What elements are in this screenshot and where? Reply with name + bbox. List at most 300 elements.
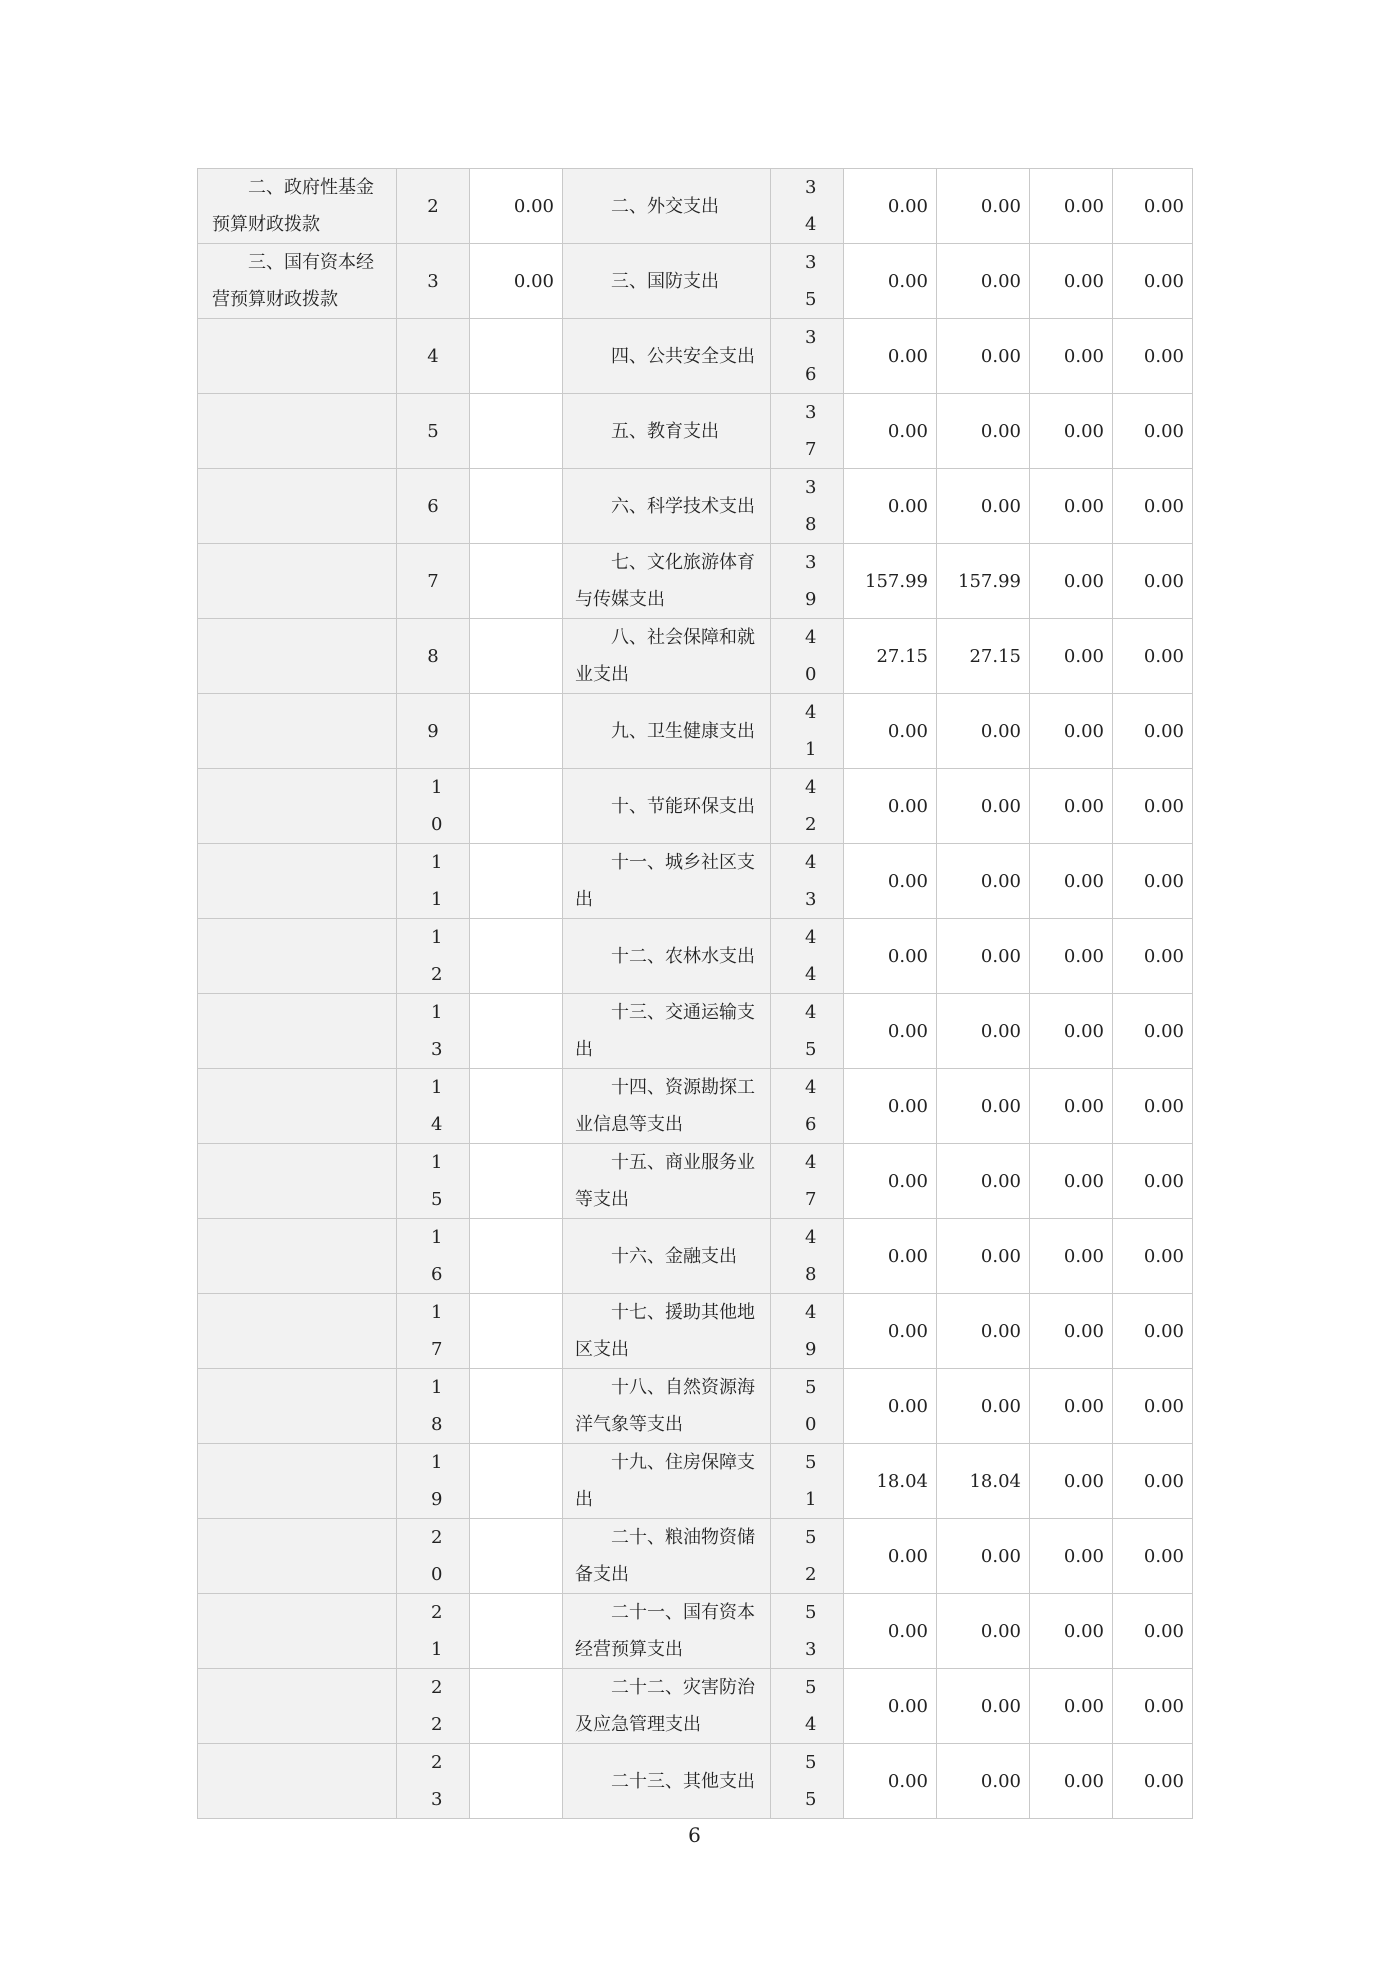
expenditure-total-text: 0.00	[887, 795, 928, 817]
expenditure-total-text: 157.99	[865, 570, 928, 592]
expenditure-item-cell	[563, 1219, 771, 1294]
government-fund-text: 0.00	[1063, 1770, 1104, 1792]
income-amount-cell	[470, 844, 563, 919]
expenditure-item-cell	[563, 1519, 771, 1594]
general-budget-text: 0.00	[980, 1395, 1021, 1417]
expenditure-total-cell	[844, 1069, 937, 1144]
government-fund-text: 0.00	[1063, 570, 1104, 592]
income-line-number-text: 21	[431, 1602, 443, 1660]
income-item-cell	[198, 1294, 397, 1369]
state-capital-text: 0.00	[1143, 1170, 1184, 1192]
expenditure-line-number-cell	[771, 169, 844, 244]
income-item-cell	[198, 769, 397, 844]
expenditure-total-text: 0.00	[887, 1245, 928, 1267]
general-budget-cell	[937, 544, 1030, 619]
income-amount-cell	[470, 694, 563, 769]
table-row	[198, 544, 1193, 619]
state-capital-text: 0.00	[1143, 345, 1184, 367]
expenditure-line-number-cell	[771, 769, 844, 844]
income-line-number-cell	[397, 469, 470, 544]
government-fund-cell	[1030, 844, 1113, 919]
expenditure-total-cell	[844, 244, 937, 319]
income-line-number-cell	[397, 769, 470, 844]
income-line-number-text: 19	[431, 1452, 443, 1510]
expenditure-line-number-text: 45	[805, 1002, 817, 1060]
table-row	[198, 1144, 1193, 1219]
government-fund-text: 0.00	[1063, 1620, 1104, 1642]
state-capital-cell	[1113, 1144, 1193, 1219]
expenditure-item-text: 五、教育支出	[611, 420, 719, 442]
expenditure-total-cell	[844, 694, 937, 769]
government-fund-cell	[1030, 244, 1113, 319]
income-item-cell	[198, 394, 397, 469]
state-capital-text: 0.00	[1143, 195, 1184, 217]
general-budget-cell	[937, 1069, 1030, 1144]
expenditure-line-number-cell	[771, 619, 844, 694]
expenditure-total-cell	[844, 1744, 937, 1819]
expenditure-line-number-text: 42	[805, 777, 817, 835]
income-line-number-cell	[397, 1144, 470, 1219]
income-line-number-cell	[397, 1519, 470, 1594]
general-budget-text: 0.00	[980, 945, 1021, 967]
expenditure-item-cell	[563, 619, 771, 694]
government-fund-cell	[1030, 1369, 1113, 1444]
table-row	[198, 1294, 1193, 1369]
state-capital-text: 0.00	[1143, 1695, 1184, 1717]
general-budget-text: 0.00	[980, 1695, 1021, 1717]
expenditure-line-number-text: 47	[805, 1152, 817, 1210]
income-item-cell	[198, 694, 397, 769]
general-budget-cell	[937, 694, 1030, 769]
income-line-number-text: 22	[431, 1677, 443, 1735]
income-amount-cell	[470, 469, 563, 544]
income-line-number-cell	[397, 169, 470, 244]
expenditure-line-number-cell	[771, 244, 844, 319]
state-capital-cell	[1113, 994, 1193, 1069]
expenditure-line-number-text: 53	[805, 1602, 817, 1660]
general-budget-text: 0.00	[980, 795, 1021, 817]
income-line-number-text: 9	[427, 720, 439, 742]
state-capital-cell	[1113, 469, 1193, 544]
expenditure-item-text: 二十一、国有资本经营预算支出	[575, 1602, 755, 1660]
income-line-number-cell	[397, 1444, 470, 1519]
expenditure-item-text: 十八、自然资源海洋气象等支出	[575, 1377, 755, 1435]
income-item-cell	[198, 1144, 397, 1219]
state-capital-cell	[1113, 1219, 1193, 1294]
expenditure-line-number-cell	[771, 1444, 844, 1519]
income-item-cell	[198, 169, 397, 244]
income-line-number-text: 7	[427, 570, 439, 592]
expenditure-line-number-cell	[771, 1294, 844, 1369]
state-capital-text: 0.00	[1143, 1245, 1184, 1267]
general-budget-text: 18.04	[969, 1470, 1021, 1492]
general-budget-cell	[937, 1219, 1030, 1294]
general-budget-cell	[937, 469, 1030, 544]
expenditure-total-text: 0.00	[887, 1545, 928, 1567]
state-capital-text: 0.00	[1143, 1320, 1184, 1342]
expenditure-total-text: 0.00	[887, 1395, 928, 1417]
government-fund-text: 0.00	[1063, 495, 1104, 517]
general-budget-cell	[937, 1669, 1030, 1744]
income-line-number-cell	[397, 994, 470, 1069]
state-capital-cell	[1113, 1744, 1193, 1819]
expenditure-line-number-cell	[771, 1144, 844, 1219]
income-line-number-text: 16	[431, 1227, 443, 1285]
government-fund-cell	[1030, 1069, 1113, 1144]
table-body	[198, 169, 1193, 1819]
income-line-number-cell	[397, 1069, 470, 1144]
expenditure-line-number-cell	[771, 1219, 844, 1294]
expenditure-total-cell	[844, 1594, 937, 1669]
general-budget-cell	[937, 919, 1030, 994]
state-capital-text: 0.00	[1143, 1770, 1184, 1792]
income-line-number-text: 17	[431, 1302, 443, 1360]
income-amount-cell	[470, 1219, 563, 1294]
expenditure-line-number-cell	[771, 919, 844, 994]
income-amount-cell	[470, 1444, 563, 1519]
expenditure-total-text: 0.00	[887, 495, 928, 517]
expenditure-line-number-text: 35	[805, 252, 817, 310]
expenditure-line-number-cell	[771, 1519, 844, 1594]
government-fund-text: 0.00	[1063, 195, 1104, 217]
income-item-cell	[198, 1069, 397, 1144]
state-capital-cell	[1113, 544, 1193, 619]
expenditure-total-text: 0.00	[887, 1020, 928, 1042]
income-amount-cell	[470, 1144, 563, 1219]
government-fund-text: 0.00	[1063, 1020, 1104, 1042]
expenditure-item-cell	[563, 1444, 771, 1519]
state-capital-cell	[1113, 919, 1193, 994]
income-line-number-text: 8	[427, 645, 439, 667]
income-item-cell	[198, 619, 397, 694]
expenditure-item-text: 十五、商业服务业等支出	[575, 1152, 755, 1210]
government-fund-text: 0.00	[1063, 270, 1104, 292]
income-amount-cell	[470, 394, 563, 469]
table-row	[198, 1444, 1193, 1519]
expenditure-item-text: 十四、资源勘探工业信息等支出	[575, 1077, 755, 1135]
government-fund-cell	[1030, 1744, 1113, 1819]
income-amount-cell	[470, 1069, 563, 1144]
expenditure-item-text: 十、节能环保支出	[611, 795, 755, 817]
expenditure-item-cell	[563, 1069, 771, 1144]
expenditure-total-text: 18.04	[876, 1470, 928, 1492]
general-budget-text: 0.00	[980, 345, 1021, 367]
expenditure-item-text: 三、国防支出	[611, 270, 719, 292]
expenditure-item-text: 十九、住房保障支出	[575, 1452, 755, 1510]
general-budget-cell	[937, 1744, 1030, 1819]
general-budget-cell	[937, 1519, 1030, 1594]
expenditure-item-text: 七、文化旅游体育与传媒支出	[575, 552, 755, 610]
income-amount-cell	[470, 994, 563, 1069]
expenditure-total-cell	[844, 844, 937, 919]
general-budget-cell	[937, 169, 1030, 244]
income-amount-cell	[470, 619, 563, 694]
state-capital-cell	[1113, 1594, 1193, 1669]
government-fund-cell	[1030, 1669, 1113, 1744]
state-capital-text: 0.00	[1143, 270, 1184, 292]
income-line-number-cell	[397, 544, 470, 619]
income-amount-text: 0.00	[513, 270, 554, 292]
income-amount-cell	[470, 544, 563, 619]
government-fund-cell	[1030, 994, 1113, 1069]
general-budget-text: 0.00	[980, 195, 1021, 217]
state-capital-text: 0.00	[1143, 420, 1184, 442]
expenditure-line-number-text: 49	[805, 1302, 817, 1360]
state-capital-cell	[1113, 1369, 1193, 1444]
state-capital-text: 0.00	[1143, 645, 1184, 667]
expenditure-total-cell	[844, 1519, 937, 1594]
state-capital-cell	[1113, 619, 1193, 694]
table-row	[198, 1519, 1193, 1594]
income-line-number-text: 11	[431, 852, 443, 910]
expenditure-item-cell	[563, 769, 771, 844]
general-budget-text: 0.00	[980, 1620, 1021, 1642]
state-capital-cell	[1113, 394, 1193, 469]
income-line-number-cell	[397, 1594, 470, 1669]
income-item-cell	[198, 244, 397, 319]
income-item-cell	[198, 469, 397, 544]
government-fund-text: 0.00	[1063, 420, 1104, 442]
income-line-number-cell	[397, 919, 470, 994]
government-fund-text: 0.00	[1063, 1245, 1104, 1267]
state-capital-cell	[1113, 844, 1193, 919]
income-item-cell	[198, 1519, 397, 1594]
general-budget-cell	[937, 844, 1030, 919]
table-row	[198, 769, 1193, 844]
income-line-number-text: 15	[431, 1152, 443, 1210]
general-budget-cell	[937, 1369, 1030, 1444]
table-row	[198, 1069, 1193, 1144]
state-capital-cell	[1113, 1444, 1193, 1519]
general-budget-text: 0.00	[980, 1320, 1021, 1342]
expenditure-line-number-text: 43	[805, 852, 817, 910]
income-line-number-cell	[397, 319, 470, 394]
income-item-cell	[198, 1219, 397, 1294]
government-fund-cell	[1030, 1144, 1113, 1219]
expenditure-total-text: 0.00	[887, 870, 928, 892]
table-row	[198, 244, 1193, 319]
government-fund-text: 0.00	[1063, 945, 1104, 967]
expenditure-item-cell	[563, 394, 771, 469]
income-item-text: 三、国有资本经营预算财政拨款	[212, 252, 374, 310]
expenditure-total-text: 0.00	[887, 1620, 928, 1642]
general-budget-text: 0.00	[980, 1770, 1021, 1792]
government-fund-text: 0.00	[1063, 1470, 1104, 1492]
expenditure-line-number-cell	[771, 1744, 844, 1819]
expenditure-item-cell	[563, 1594, 771, 1669]
state-capital-text: 0.00	[1143, 795, 1184, 817]
expenditure-item-text: 六、科学技术支出	[611, 495, 755, 517]
page-number: 6	[688, 1823, 701, 1847]
income-line-number-text: 4	[427, 345, 439, 367]
table-row	[198, 1369, 1193, 1444]
income-line-number-cell	[397, 394, 470, 469]
state-capital-text: 0.00	[1143, 570, 1184, 592]
expenditure-total-cell	[844, 319, 937, 394]
government-fund-cell	[1030, 469, 1113, 544]
expenditure-total-text: 0.00	[887, 945, 928, 967]
expenditure-line-number-text: 37	[805, 402, 817, 460]
expenditure-total-cell	[844, 1444, 937, 1519]
income-line-number-cell	[397, 694, 470, 769]
income-item-cell	[198, 1744, 397, 1819]
table-row	[198, 919, 1193, 994]
expenditure-line-number-text: 39	[805, 552, 817, 610]
general-budget-cell	[937, 1444, 1030, 1519]
expenditure-item-text: 十一、城乡社区支出	[575, 852, 755, 910]
state-capital-text: 0.00	[1143, 1095, 1184, 1117]
expenditure-line-number-text: 50	[805, 1377, 817, 1435]
general-budget-text: 0.00	[980, 495, 1021, 517]
expenditure-total-cell	[844, 1669, 937, 1744]
table-row	[198, 1744, 1193, 1819]
general-budget-text: 0.00	[980, 720, 1021, 742]
income-amount-cell	[470, 319, 563, 394]
expenditure-total-cell	[844, 169, 937, 244]
government-fund-cell	[1030, 1594, 1113, 1669]
income-line-number-cell	[397, 1744, 470, 1819]
general-budget-text: 0.00	[980, 1170, 1021, 1192]
table-row	[198, 994, 1193, 1069]
expenditure-line-number-cell	[771, 469, 844, 544]
general-budget-cell	[937, 994, 1030, 1069]
government-fund-text: 0.00	[1063, 795, 1104, 817]
income-item-cell	[198, 1444, 397, 1519]
expenditure-line-number-text: 46	[805, 1077, 817, 1135]
expenditure-line-number-cell	[771, 844, 844, 919]
expenditure-line-number-cell	[771, 319, 844, 394]
general-budget-text: 0.00	[980, 1020, 1021, 1042]
general-budget-text: 157.99	[958, 570, 1021, 592]
state-capital-text: 0.00	[1143, 495, 1184, 517]
table-row	[198, 394, 1193, 469]
expenditure-line-number-text: 41	[805, 702, 817, 760]
expenditure-item-cell	[563, 244, 771, 319]
income-line-number-cell	[397, 844, 470, 919]
government-fund-text: 0.00	[1063, 1170, 1104, 1192]
expenditure-line-number-text: 51	[805, 1452, 817, 1510]
state-capital-cell	[1113, 769, 1193, 844]
table-row	[198, 694, 1193, 769]
expenditure-line-number-text: 48	[805, 1227, 817, 1285]
general-budget-cell	[937, 1594, 1030, 1669]
state-capital-cell	[1113, 169, 1193, 244]
income-line-number-text: 10	[431, 777, 443, 835]
income-line-number-cell	[397, 1294, 470, 1369]
expenditure-line-number-cell	[771, 1369, 844, 1444]
income-line-number-cell	[397, 1669, 470, 1744]
government-fund-text: 0.00	[1063, 870, 1104, 892]
government-fund-cell	[1030, 619, 1113, 694]
expenditure-item-text: 二、外交支出	[611, 195, 719, 217]
expenditure-line-number-cell	[771, 994, 844, 1069]
expenditure-total-text: 0.00	[887, 1770, 928, 1792]
expenditure-item-text: 二十三、其他支出	[611, 1770, 755, 1792]
expenditure-line-number-cell	[771, 544, 844, 619]
general-budget-cell	[937, 1294, 1030, 1369]
state-capital-cell	[1113, 244, 1193, 319]
expenditure-total-text: 0.00	[887, 1095, 928, 1117]
expenditure-item-cell	[563, 469, 771, 544]
income-amount-text: 0.00	[513, 195, 554, 217]
income-amount-cell	[470, 1669, 563, 1744]
government-fund-cell	[1030, 1519, 1113, 1594]
government-fund-text: 0.00	[1063, 645, 1104, 667]
expenditure-total-text: 0.00	[887, 345, 928, 367]
income-amount-cell	[470, 1594, 563, 1669]
expenditure-line-number-cell	[771, 394, 844, 469]
expenditure-total-text: 0.00	[887, 420, 928, 442]
table-row	[198, 319, 1193, 394]
expenditure-item-cell	[563, 1744, 771, 1819]
general-budget-text: 0.00	[980, 870, 1021, 892]
income-line-number-cell	[397, 1219, 470, 1294]
general-budget-text: 0.00	[980, 1245, 1021, 1267]
government-fund-text: 0.00	[1063, 1395, 1104, 1417]
income-amount-cell	[470, 169, 563, 244]
government-fund-cell	[1030, 169, 1113, 244]
expenditure-item-cell	[563, 1369, 771, 1444]
state-capital-cell	[1113, 319, 1193, 394]
table-row	[198, 169, 1193, 244]
state-capital-text: 0.00	[1143, 1620, 1184, 1642]
table-row	[198, 1669, 1193, 1744]
expenditure-line-number-text: 36	[805, 327, 817, 385]
income-line-number-text: 6	[427, 495, 439, 517]
expenditure-item-cell	[563, 919, 771, 994]
expenditure-item-text: 四、公共安全支出	[611, 345, 755, 367]
expenditure-line-number-cell	[771, 1594, 844, 1669]
expenditure-item-text: 十七、援助其他地区支出	[575, 1302, 755, 1360]
expenditure-item-cell	[563, 844, 771, 919]
income-amount-cell	[470, 244, 563, 319]
table-row	[198, 1594, 1193, 1669]
state-capital-cell	[1113, 1669, 1193, 1744]
general-budget-cell	[937, 244, 1030, 319]
expenditure-item-text: 二十二、灾害防治及应急管理支出	[575, 1677, 755, 1735]
state-capital-text: 0.00	[1143, 720, 1184, 742]
government-fund-text: 0.00	[1063, 720, 1104, 742]
state-capital-cell	[1113, 1519, 1193, 1594]
government-fund-text: 0.00	[1063, 1545, 1104, 1567]
expenditure-item-cell	[563, 1669, 771, 1744]
expenditure-item-text: 九、卫生健康支出	[611, 720, 755, 742]
income-line-number-cell	[397, 244, 470, 319]
expenditure-item-cell	[563, 694, 771, 769]
state-capital-cell	[1113, 1294, 1193, 1369]
income-line-number-text: 12	[431, 927, 443, 985]
table-row	[198, 619, 1193, 694]
income-item-text: 二、政府性基金预算财政拨款	[212, 177, 374, 235]
expenditure-item-cell	[563, 1144, 771, 1219]
income-line-number-text: 5	[427, 420, 439, 442]
general-budget-text: 27.15	[969, 645, 1021, 667]
state-capital-cell	[1113, 1069, 1193, 1144]
general-budget-cell	[937, 769, 1030, 844]
income-line-number-cell	[397, 619, 470, 694]
income-line-number-text: 3	[427, 270, 439, 292]
government-fund-cell	[1030, 1294, 1113, 1369]
general-budget-text: 0.00	[980, 270, 1021, 292]
expenditure-total-cell	[844, 1369, 937, 1444]
income-item-cell	[198, 1369, 397, 1444]
expenditure-total-text: 0.00	[887, 1170, 928, 1192]
general-budget-text: 0.00	[980, 420, 1021, 442]
state-capital-text: 0.00	[1143, 945, 1184, 967]
expenditure-total-text: 0.00	[887, 195, 928, 217]
income-amount-cell	[470, 1519, 563, 1594]
general-budget-cell	[937, 1144, 1030, 1219]
